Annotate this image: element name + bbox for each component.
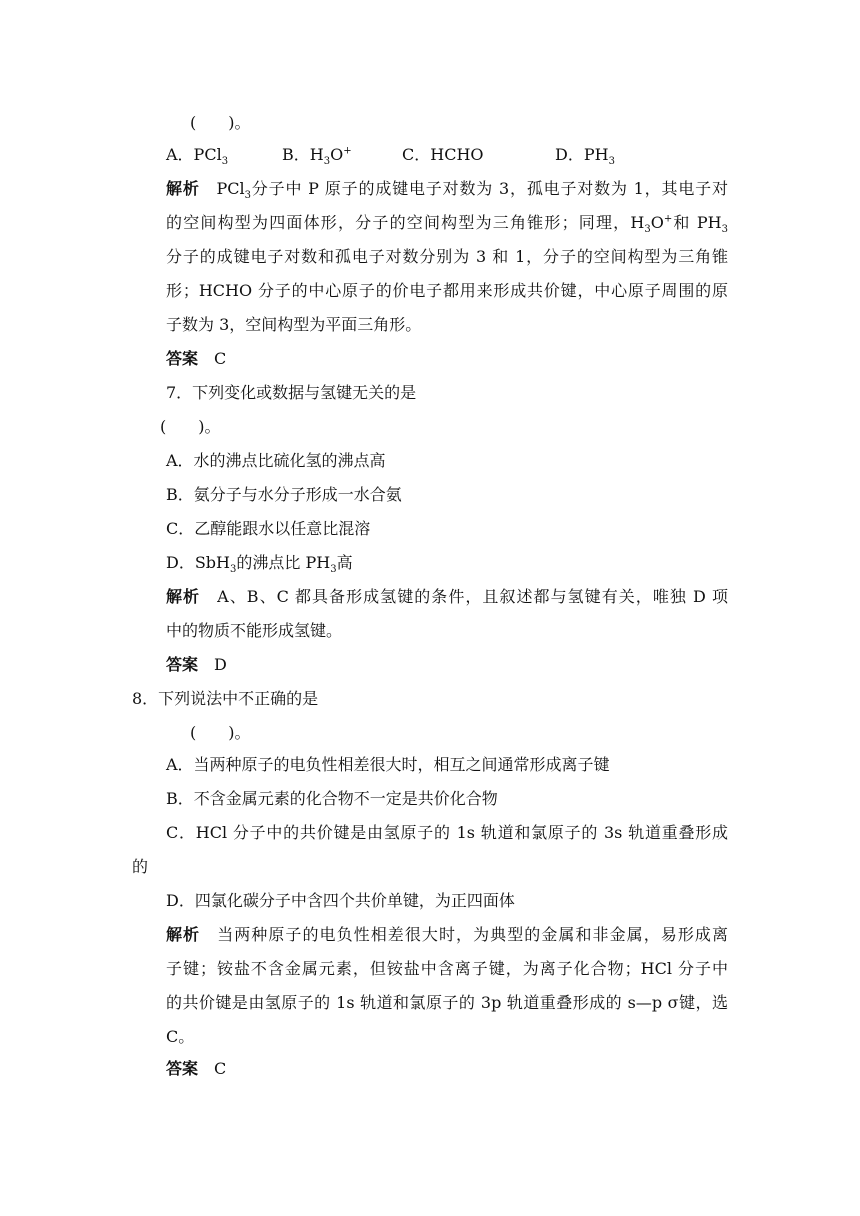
q8-analysis-line-2: 子键；铵盐不含金属元素，但铵盐中含离子键，为离子化合物；HCl 分子中 [166,959,728,978]
q6-option-b: B．$H_3O^+$ [282,145,352,168]
q6-analysis-line-5: 子数为 3，空间构型为平面三角形。 [166,315,422,334]
q8-option-a: A．当两种原子的电负性相差很大时，相互之间通常形成离子键 [166,755,610,774]
q6-option-a: A．PCl$_3$ [166,145,229,168]
q8-paren: ( )。 [190,723,251,742]
q8-option-c-line-2: 的 [132,857,149,876]
q6-analysis-line-3: 分子的成键电子对数和孤电子对数分别为 3 和 1，分子的空间构型为三角锥 [166,247,728,266]
q8-analysis-line-3: 的共价键是由氢原子的 1s 轨道和氯原子的 3p 轨道重叠形成的 s—p σ键，选 [166,993,728,1012]
q8-option-d: D．四氯化碳分子中含四个共价单键，为正四面体 [166,891,515,910]
q7-option-a: A．水的沸点比硫化氢的沸点高 [166,451,386,470]
q7-paren: ( )。 [160,417,221,436]
q7-answer: 答案 D [166,655,227,674]
q8-stem: 8．下列说法中不正确的是 [132,689,319,708]
q6-paren: ( )。 [190,113,251,132]
q8-analysis-line-4: C。 [166,1027,195,1046]
q6-option-d: D．$PH_3$ [555,145,615,168]
q6-option-c: C．HCHO [402,145,484,164]
q7-analysis-line-1: 解析 A、B、C 都具备形成氢键的条件，且叙述都与氢键有关，唯独 D 项 [166,587,728,606]
q7-option-b: B．氨分子与水分子形成一水合氨 [166,485,402,504]
q8-option-b: B．不含金属元素的化合物不一定是共价化合物 [166,789,498,808]
q6-analysis-line-1: 解析 PCl$_3$分子中 P 原子的成键电子对数为 3，孤电子对数为 1，其电子对 [166,179,728,202]
q6-analysis-line-2: 的空间构型为四面体形，分子的空间构型为三角锥形；同理，$H_3O^+$和 $PH_3$ [166,213,728,236]
q7-analysis-line-2: 中的物质不能形成氢键。 [166,621,343,640]
q7-stem: 7．下列变化或数据与氢键无关的是 [166,383,417,402]
q7-option-d: D．SbH$_3$的沸点比 $PH_3$高 [166,553,353,576]
q8-analysis-line-1: 解析 当两种原子的电负性相差很大时，为典型的金属和非金属，易形成离 [166,925,728,944]
q8-answer: 答案 C [166,1059,227,1078]
q6-analysis-line-4: 形；HCHO 分子的中心原子的价电子都用来形成共价键，中心原子周围的原 [166,281,728,300]
q7-option-c: C．乙醇能跟水以任意比混溶 [166,519,371,538]
q6-answer: 答案 C [166,349,227,368]
q8-option-c-line-1: C．HCl 分子中的共价键是由氢原子的 1s 轨道和氯原子的 3s 轨道重叠形成 [166,823,728,842]
